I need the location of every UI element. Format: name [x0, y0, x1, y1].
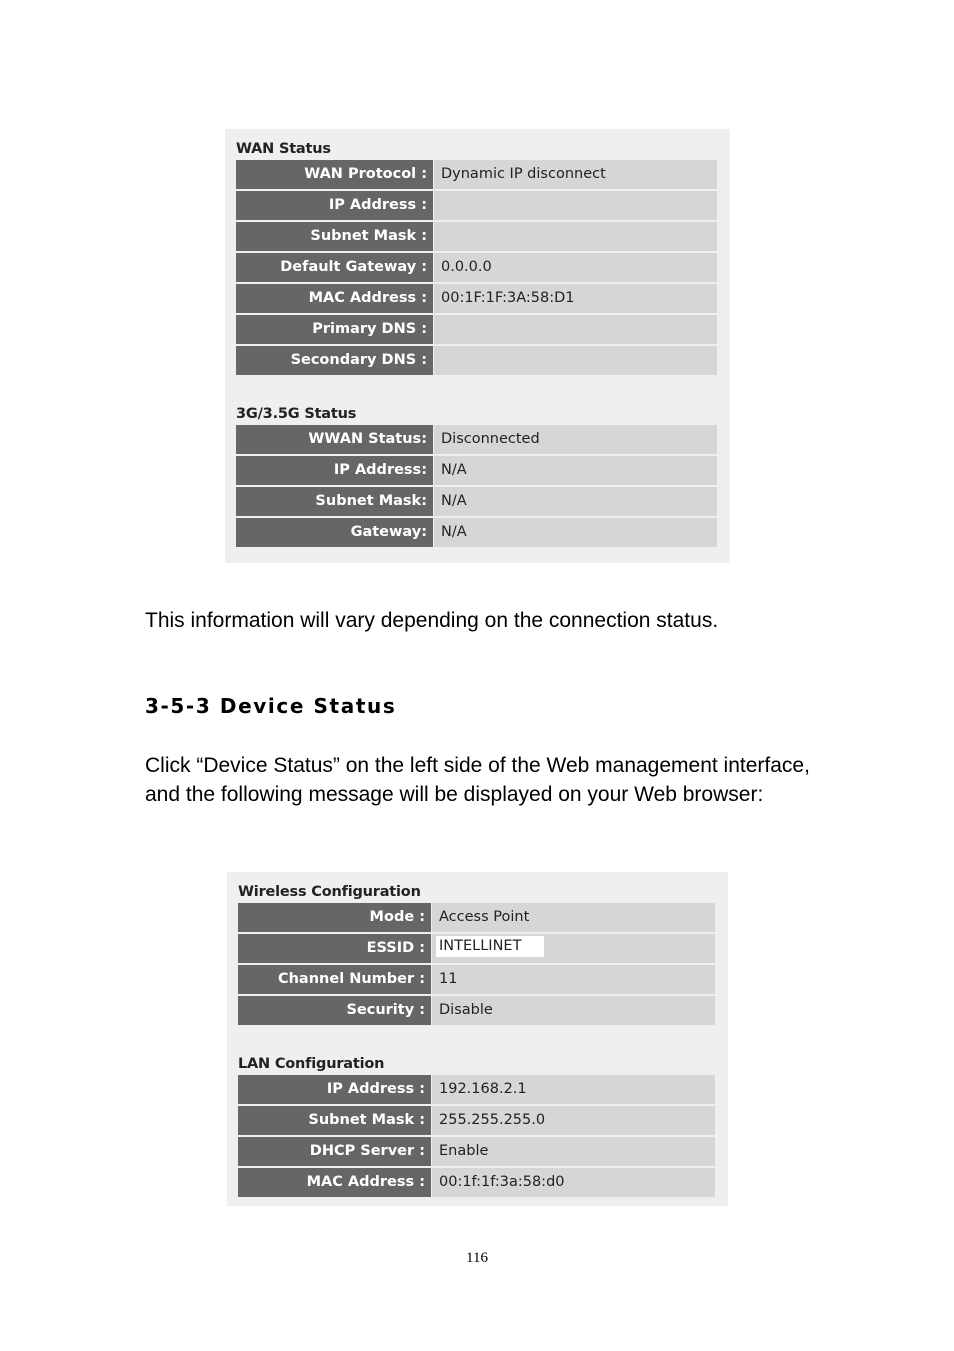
wan-status-title: WAN Status: [236, 141, 331, 157]
lan-row-dhcp: [238, 1137, 715, 1168]
row-value: 255.255.255.0: [432, 1106, 715, 1137]
wan-row-primary-dns: [236, 315, 717, 346]
row-value: [432, 934, 715, 965]
instruction-paragraph: Click “Device Status” on the left side of the Web management interface, and the following message will be displayed on your Web browser:: [145, 754, 810, 806]
row-label: IP Address :: [236, 191, 433, 222]
row-value: Disconnected: [434, 425, 717, 456]
row-value: Disable: [432, 996, 715, 1027]
row-value: 192.168.2.1: [432, 1075, 715, 1106]
wan-status-screenshot: [225, 129, 730, 563]
wan-row-ip: [236, 191, 717, 222]
wireless-row-essid: [238, 934, 715, 965]
row-value: 00:1f:1f:3a:58:d0: [432, 1168, 715, 1199]
row-label: Security :: [238, 996, 431, 1027]
g3-row-ip: [236, 456, 717, 487]
wireless-config-title: Wireless Configuration: [238, 884, 421, 900]
row-label: Default Gateway :: [236, 253, 433, 284]
row-label: Mode :: [238, 903, 431, 934]
row-label: Gateway:: [236, 518, 433, 549]
row-label: MAC Address :: [236, 284, 433, 315]
row-value: 11: [432, 965, 715, 996]
row-value: Dynamic IP disconnect: [434, 160, 717, 191]
row-label: MAC Address :: [238, 1168, 431, 1199]
section-heading: 3-5-3 Device Status: [145, 694, 397, 718]
row-value: [434, 191, 717, 222]
row-label: IP Address:: [236, 456, 433, 487]
lan-row-subnet: [238, 1106, 715, 1137]
row-label: Subnet Mask :: [238, 1106, 431, 1137]
essid-value-box: INTELLINET: [436, 936, 544, 957]
g3-row-wwan-status: [236, 425, 717, 456]
row-value: N/A: [434, 456, 717, 487]
row-value: [434, 222, 717, 253]
row-value: 0.0.0.0: [434, 253, 717, 284]
lan-row-ip: [238, 1075, 715, 1106]
lan-row-mac: [238, 1168, 715, 1199]
row-value: 00:1F:1F:3A:58:D1: [434, 284, 717, 315]
page-number: 116: [466, 1250, 488, 1266]
row-label: WWAN Status:: [236, 425, 433, 456]
row-value: Access Point: [432, 903, 715, 934]
row-label: Secondary DNS :: [236, 346, 433, 377]
g3-row-gateway: [236, 518, 717, 549]
wireless-row-channel: [238, 965, 715, 996]
wireless-row-mode: [238, 903, 715, 934]
wan-row-mac: [236, 284, 717, 315]
section-gap: [236, 377, 717, 403]
row-label: Primary DNS :: [236, 315, 433, 346]
g3-status-title: 3G/3.5G Status: [236, 406, 357, 422]
row-value: [434, 346, 717, 377]
g3-row-subnet: [236, 487, 717, 518]
row-label: ESSID :: [238, 934, 431, 965]
device-status-screenshot: [227, 872, 728, 1206]
section-gap: [238, 1027, 715, 1053]
row-label: Subnet Mask:: [236, 487, 433, 518]
row-value: [434, 315, 717, 346]
wan-row-gateway: [236, 253, 717, 284]
row-value: N/A: [434, 487, 717, 518]
row-label: DHCP Server :: [238, 1137, 431, 1168]
wan-row-protocol: [236, 160, 717, 191]
row-label: WAN Protocol :: [236, 160, 433, 191]
row-label: Subnet Mask :: [236, 222, 433, 253]
wan-row-secondary-dns: [236, 346, 717, 377]
lan-config-title: LAN Configuration: [238, 1056, 385, 1072]
row-value: N/A: [434, 518, 717, 549]
info-paragraph: This information will vary depending on the connection status.: [145, 609, 719, 632]
row-value: Enable: [432, 1137, 715, 1168]
wireless-row-security: [238, 996, 715, 1027]
row-label: IP Address :: [238, 1075, 431, 1106]
wan-row-subnet: [236, 222, 717, 253]
row-label: Channel Number :: [238, 965, 431, 996]
